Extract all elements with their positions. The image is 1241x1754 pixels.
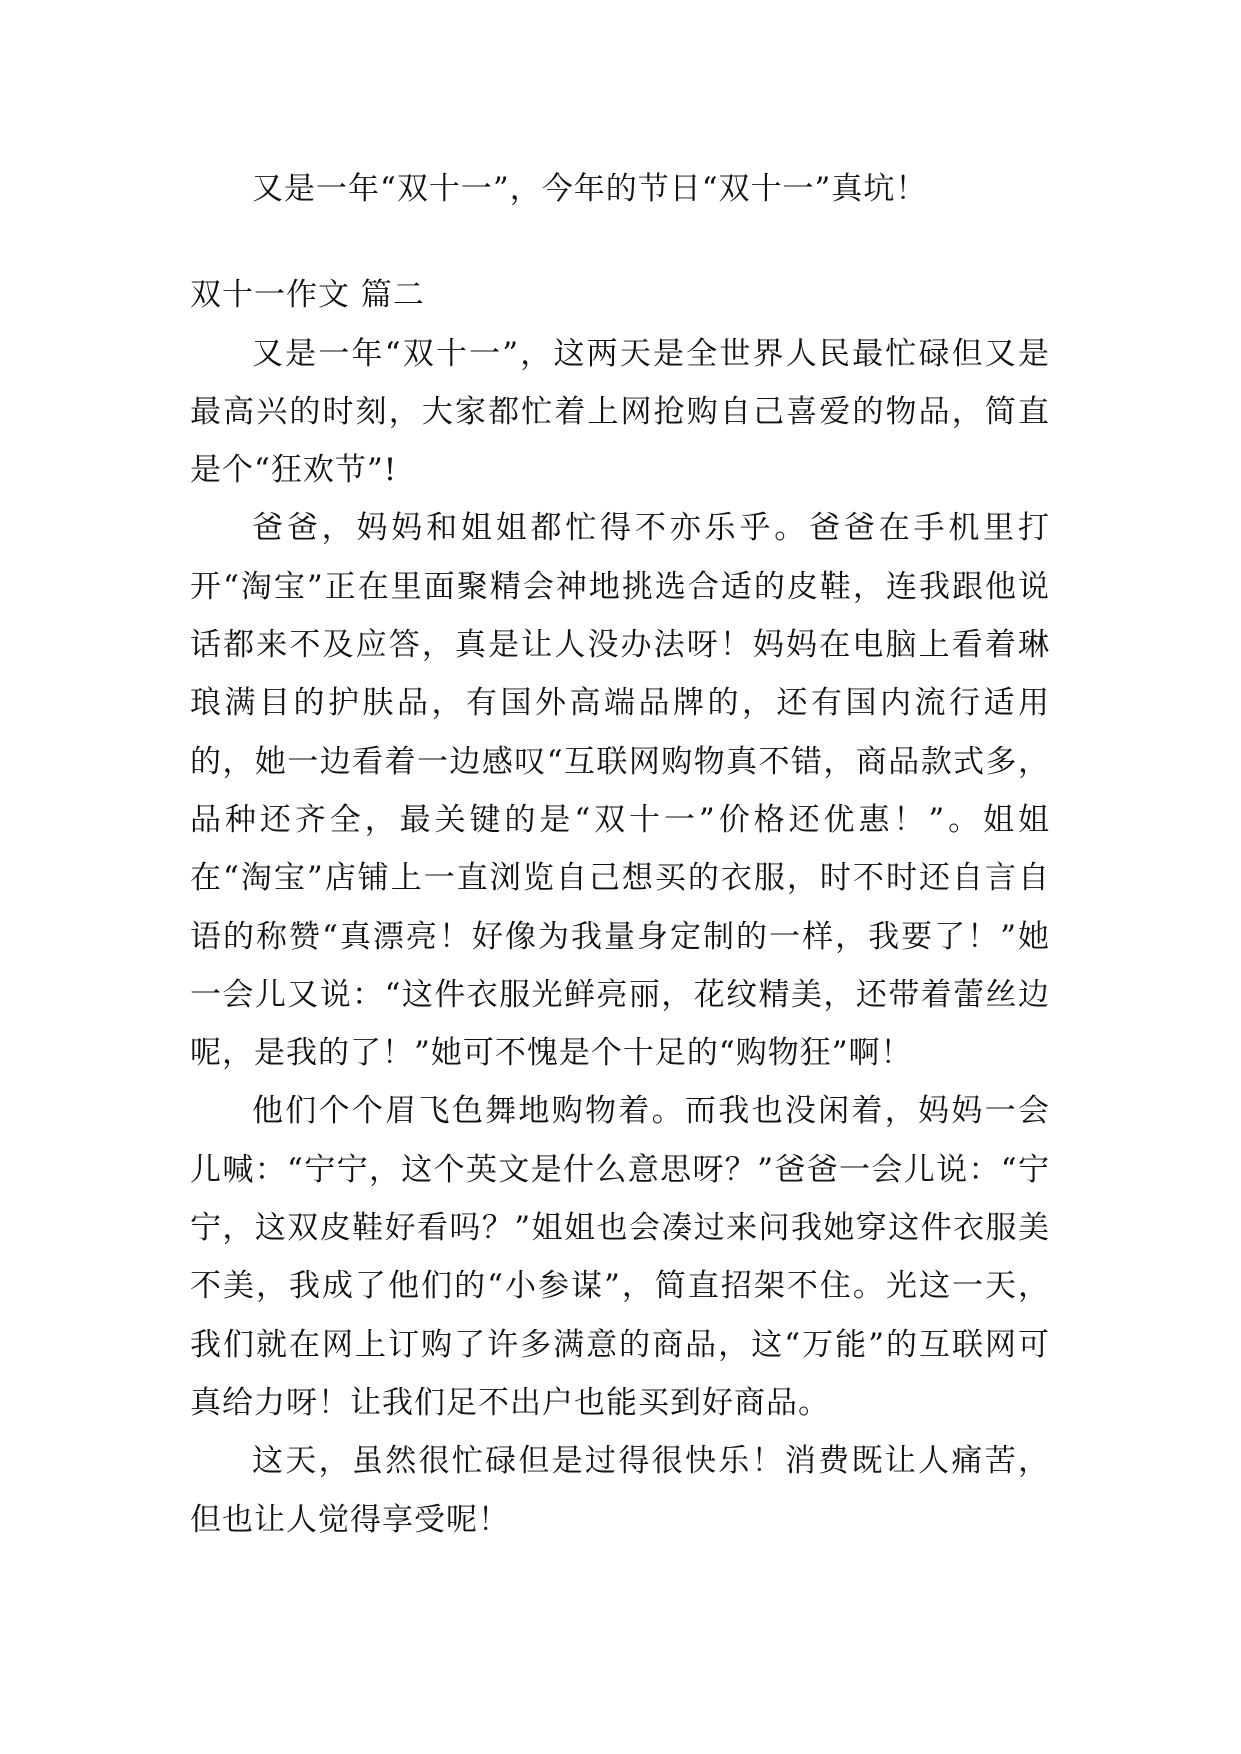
body-paragraph: 又是一年“双十一”，这两天是全世界人民最忙碌但又是最高兴的时刻，大家都忙着上网抢购自己喜爱的物品，简直是个“狂欢节”! — [190, 335, 1050, 489]
document-body — [190, 160, 1050, 1549]
body-paragraph: 这天，虽然很忙碌但是过得很快乐！消费既让人痛苦，但也让人觉得享受呢！ — [190, 1443, 1050, 1538]
body-paragraph: 爸爸，妈妈和姐姐都忙得不亦乐乎。爸爸在手机里打开“淘宝”正在里面聚精会神地挑选合适的皮鞋，连我跟他说话都来不及应答，真是让人没办法呀！妈妈在电脑上看着琳琅满目的护肤品，有国外高端品牌的，还有国内流行适用的，她一边看着一边感叹“互联网购物真不错，商品款式多，品种还齐全，最关键的是“双十一”价格还优惠！”。姐姐在“淘宝”店铺上一直浏览自己想买的衣服，时不时还自言自语的称赞“真漂亮！好像为我量身定制的一样，我要了！”她一会儿又说：“这件衣服光鲜亮丽，花纹精美，还带着蕾丝边呢，是我的了！”她可不愧是个十足的“购物狂”啊！ — [190, 510, 1050, 1072]
body-paragraph: 他们个个眉飞色舞地购物着。而我也没闲着，妈妈一会儿喊：“宁宁，这个英文是什么意思呀？”爸爸一会儿说：“宁宁，这双皮鞋好看吗？”姐姐也会凑过来问我她穿这件衣服美不美，我成了他们的“小参谋”，简直招架不住。光这一天，我们就在网上订购了许多满意的商品，这“万能”的互联网可真给力呀！让我们足不出户也能买到好商品。 — [190, 1093, 1050, 1421]
section-heading: 双十一作文 篇二 — [190, 277, 425, 314]
lead-paragraph: 又是一年“双十一”，今年的节日“双十一”真坑！ — [252, 171, 928, 207]
